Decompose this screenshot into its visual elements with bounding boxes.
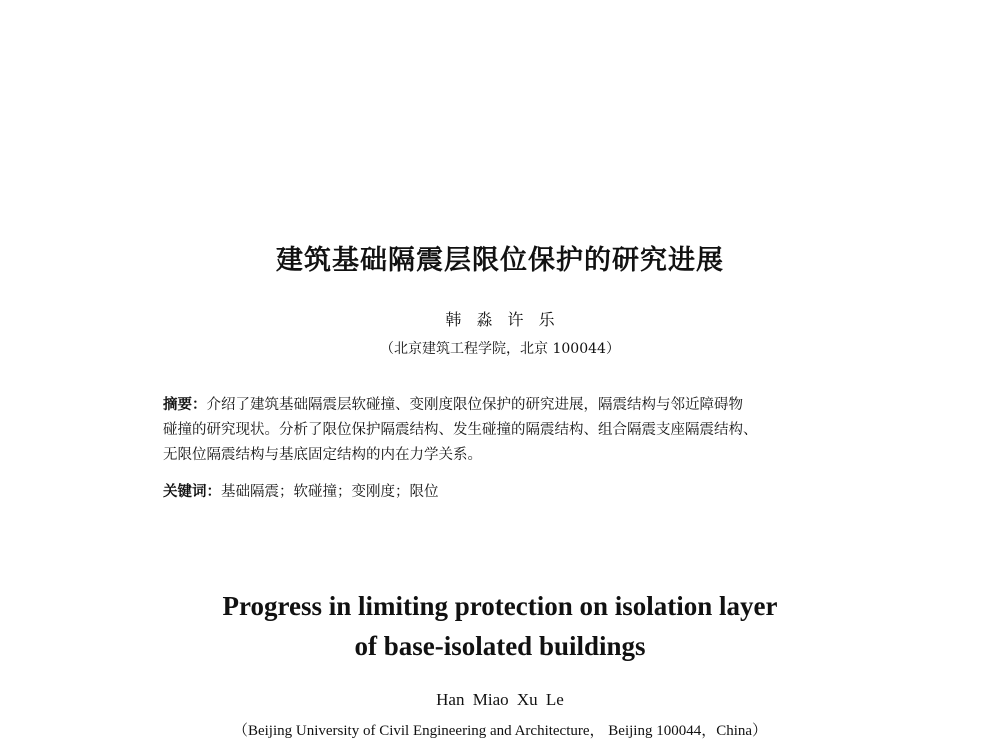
- english-title-line-1: Progress in limiting protection on isolation layer: [222, 591, 778, 621]
- keywords-text: 基础隔震；软碰撞；变刚度；限位: [221, 484, 439, 500]
- chinese-affiliation: （北京建筑工程学院，北京 100044）: [380, 341, 620, 357]
- abstract-line-3: 无限位隔震结构与基底固定结构的内在力学关系。: [163, 447, 482, 463]
- chinese-keywords: [163, 481, 843, 503]
- abstract-line-1: [163, 393, 843, 418]
- english-title-line-2: of base-isolated buildings: [354, 631, 646, 661]
- abstract-text-1: 介绍了建筑基础隔震层软碰撞、变刚度限位保护的研究进展，隔震结构与邻近障碍物: [206, 397, 743, 413]
- abstract-label: 摘要：: [163, 397, 207, 413]
- keywords-label: 关键词：: [163, 484, 221, 500]
- english-authors: Han Miao Xu Le: [436, 690, 564, 709]
- english-title: [0, 586, 1000, 666]
- english-affiliation: （Beijing University of Civil Engineering and Architecture， Beijing 100044，China）: [232, 723, 768, 739]
- chinese-abstract: [163, 393, 843, 468]
- chinese-title: 建筑基础隔震层限位保护的研究进展: [276, 245, 724, 276]
- abstract-line-2: 碰撞的研究现状。分析了限位保护隔震结构、发生碰撞的隔震结构、组合隔震支座隔震结构、: [163, 422, 758, 438]
- chinese-authors: 韩 淼 许 乐: [445, 310, 555, 329]
